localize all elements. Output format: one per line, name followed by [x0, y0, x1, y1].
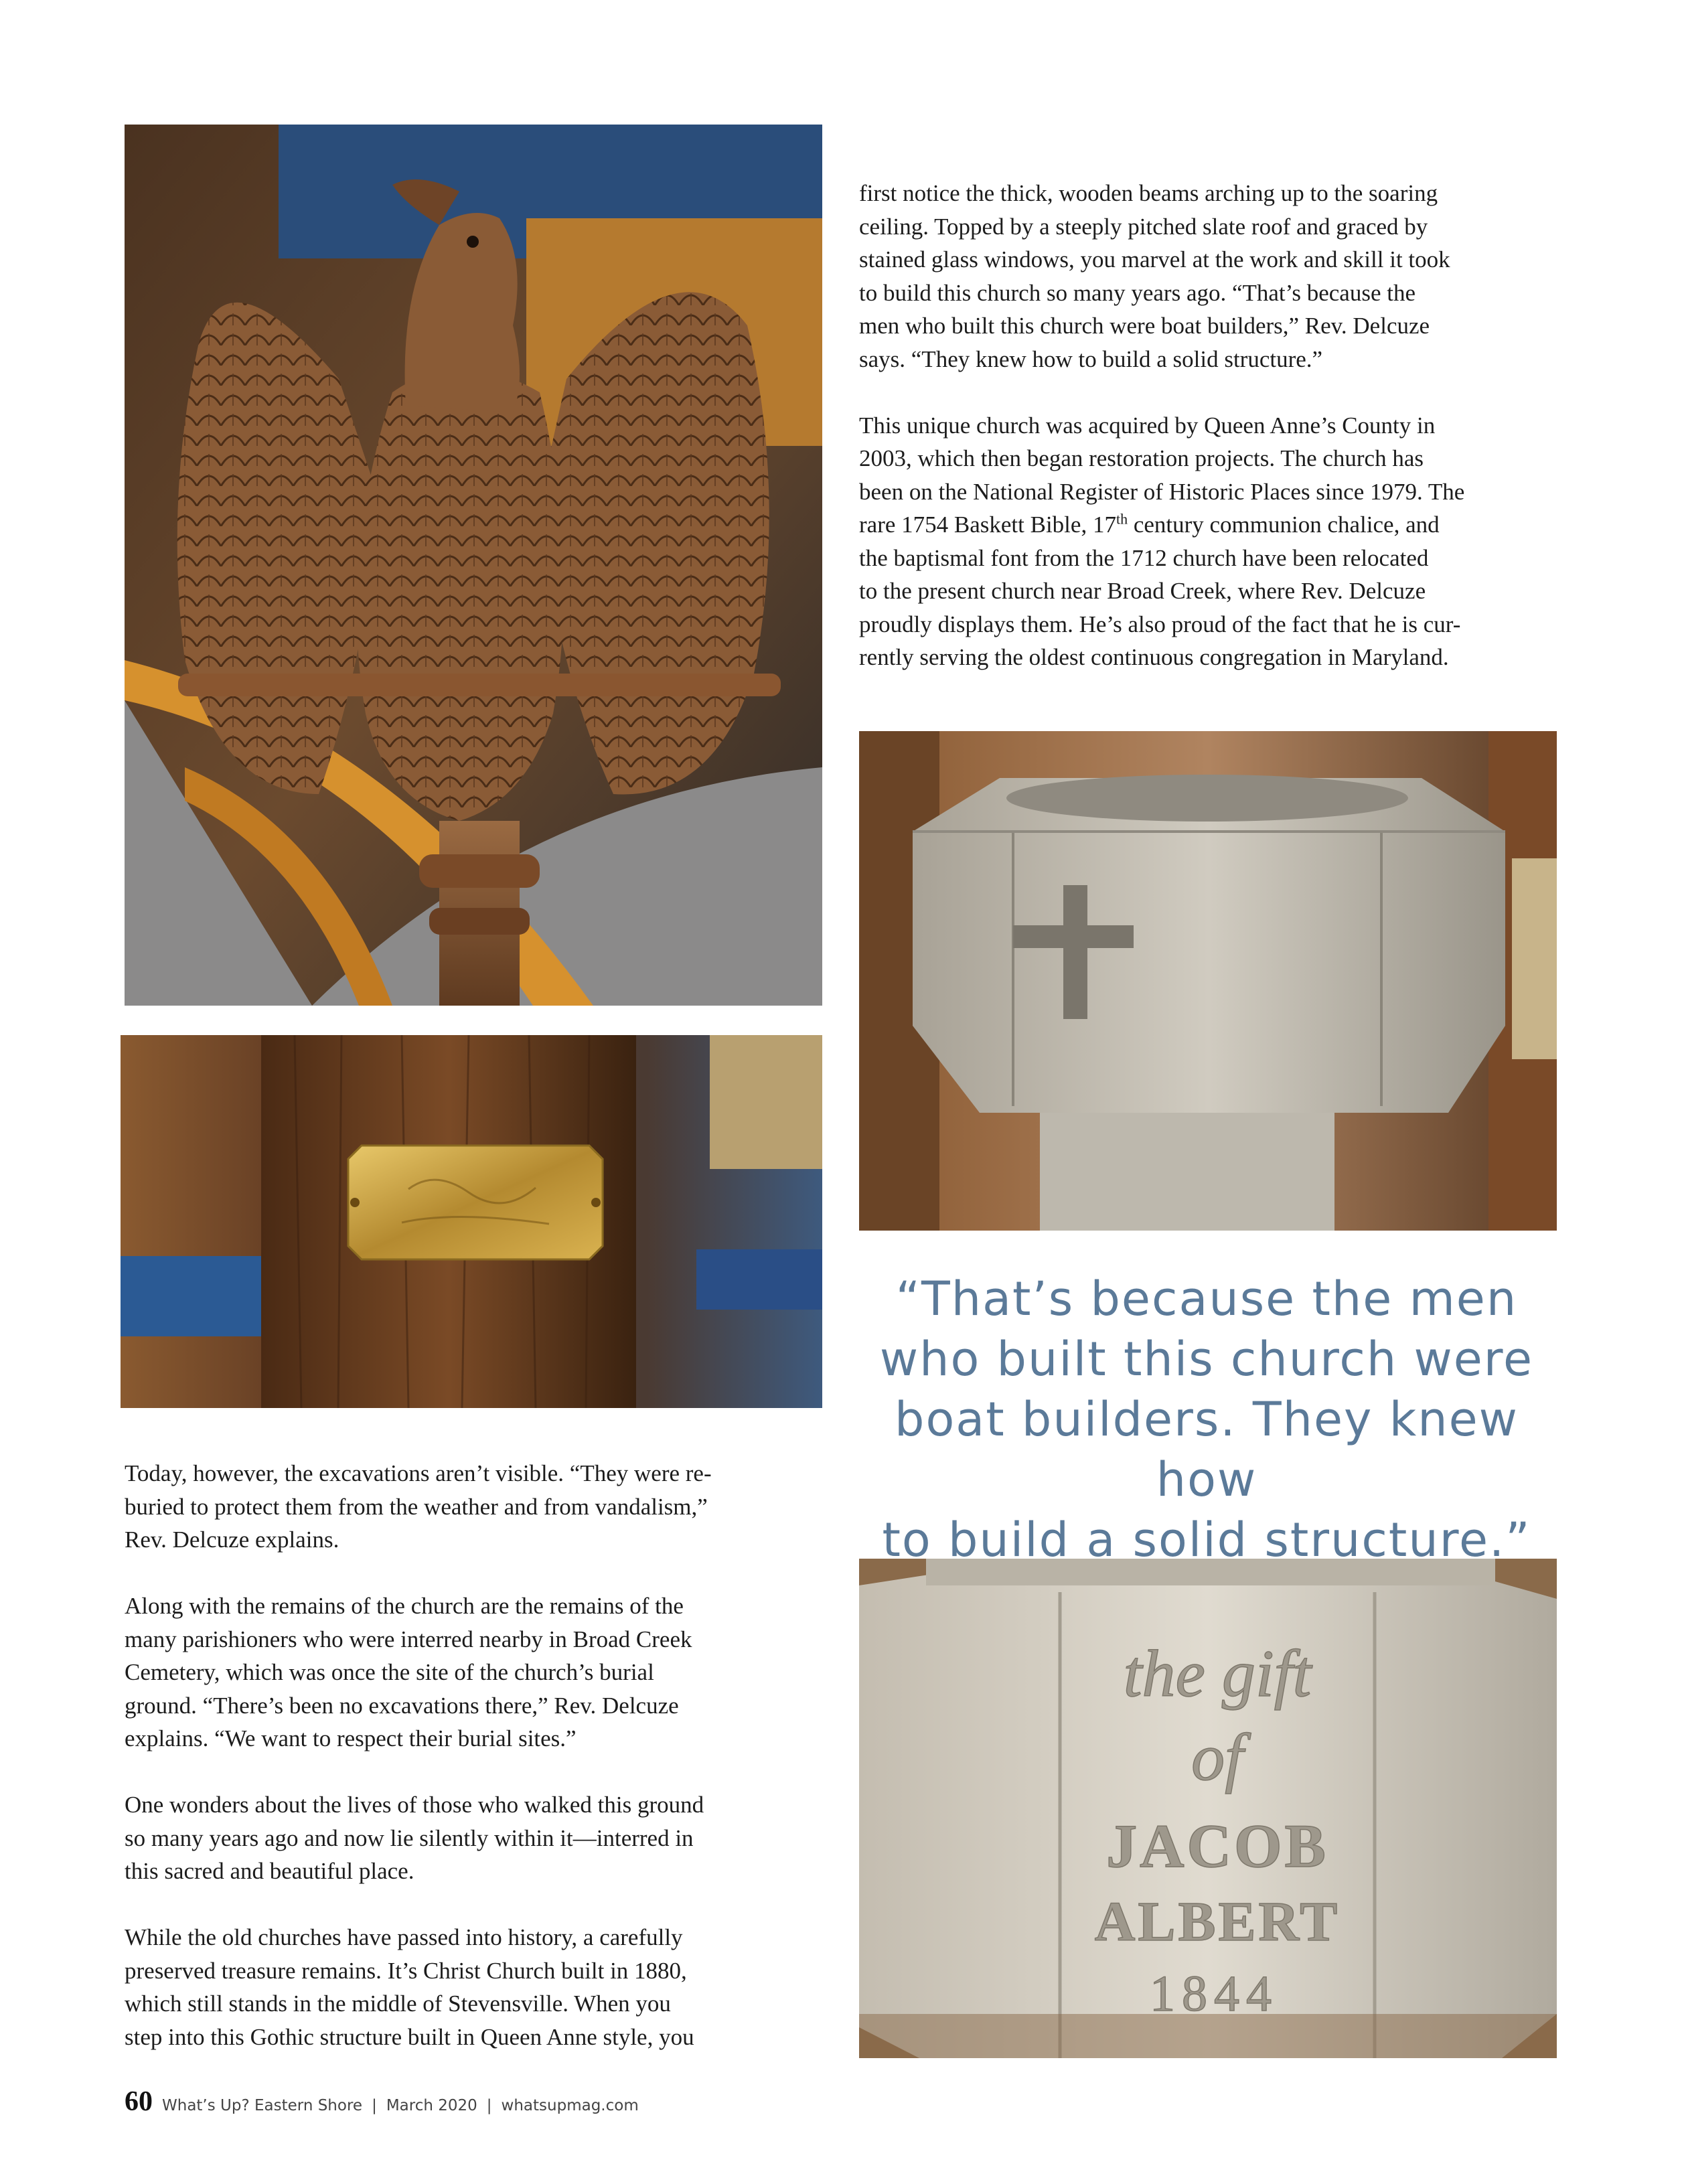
website-link[interactable]: whatsupmag.com — [501, 2097, 639, 2114]
photo-brass-plaque — [121, 1035, 822, 1408]
footer-separator: | — [486, 2097, 492, 2114]
article-paragraph: Along with the remains of the church are the remains of the many parishioners who were interred nearby in Broad Creek Cemetery, which was once the site of the church’s burial ground. “There’s been no excavations there,” Rev. Delcuze explains. “We want to respect their burial sites.” — [125, 1593, 692, 1751]
inscription-line-5: 1844 — [1150, 1966, 1278, 2022]
article-column-bottom-left — [125, 1457, 834, 2053]
page-footer — [125, 2086, 639, 2119]
pull-quote: “That’s because the men who built this church were boat builders. They knew how to build a solid structure.” — [879, 1271, 1534, 1567]
font-inscription-illustration — [859, 1559, 1557, 2058]
inscription-line-1: the gift — [1123, 1636, 1312, 1711]
publication-name: What’s Up? Eastern Shore — [162, 2097, 363, 2114]
carved-eagle-illustration — [125, 125, 822, 1006]
article-column-top-right — [859, 177, 1569, 674]
article-paragraph: While the old churches have passed into history, a carefully preserved treasure remains. It’s Christ Church built in 1880, which still stands in the middle of Stevensville. When you step into this Gothic structure built in Queen Anne style, you — [125, 1924, 694, 2050]
baptismal-font-illustration — [859, 731, 1557, 1231]
photo-baptismal-font — [859, 731, 1557, 1231]
issue-date: March 2020 — [386, 2097, 477, 2114]
article-paragraph: This unique church was acquired by Queen Anne’s County in 2003, which then began restoration projects. The church has been on the National Register of Historic Places since 1979. The rare 1754 Baskett Bible, 17th century communion chalice, and the baptismal font from the 1712 church have been relocated to the present church near Broad Creek, where Rev. Delcuze proudly displays them. He’s also proud of the fact that he is cur- rently serving the oldest continuous congregation in Maryland. — [859, 412, 1465, 670]
article-paragraph: Today, however, the excavations aren’t visible. “They were re- buried to protect them from the weather and from vandalism,” Rev. Delcuze explains. — [125, 1460, 712, 1553]
article-paragraph: One wonders about the lives of those who walked this ground so many years ago and now lie silently within it—interred in this sacred and beautiful place. — [125, 1792, 704, 1884]
brass-plaque-illustration — [121, 1035, 822, 1408]
footer-separator: | — [372, 2097, 377, 2114]
photo-carved-eagle — [125, 125, 822, 1006]
page-number: 60 — [125, 2086, 153, 2117]
article-paragraph: first notice the thick, wooden beams arching up to the soaring ceiling. Topped by a steeply pitched slate roof and graced by stained glass windows, you marvel at the work and skill it took to build this church so many years ago. “That’s because the men who built this church were boat builders,” Rev. Delcuze says. “They knew how to build a solid structure.” — [859, 180, 1450, 372]
inscription-line-4: ALBERT — [1094, 1891, 1341, 1953]
inscription-line-2: of — [1191, 1720, 1243, 1794]
photo-font-inscription — [859, 1559, 1557, 2058]
inscription-line-3: JACOB — [1106, 1812, 1328, 1880]
